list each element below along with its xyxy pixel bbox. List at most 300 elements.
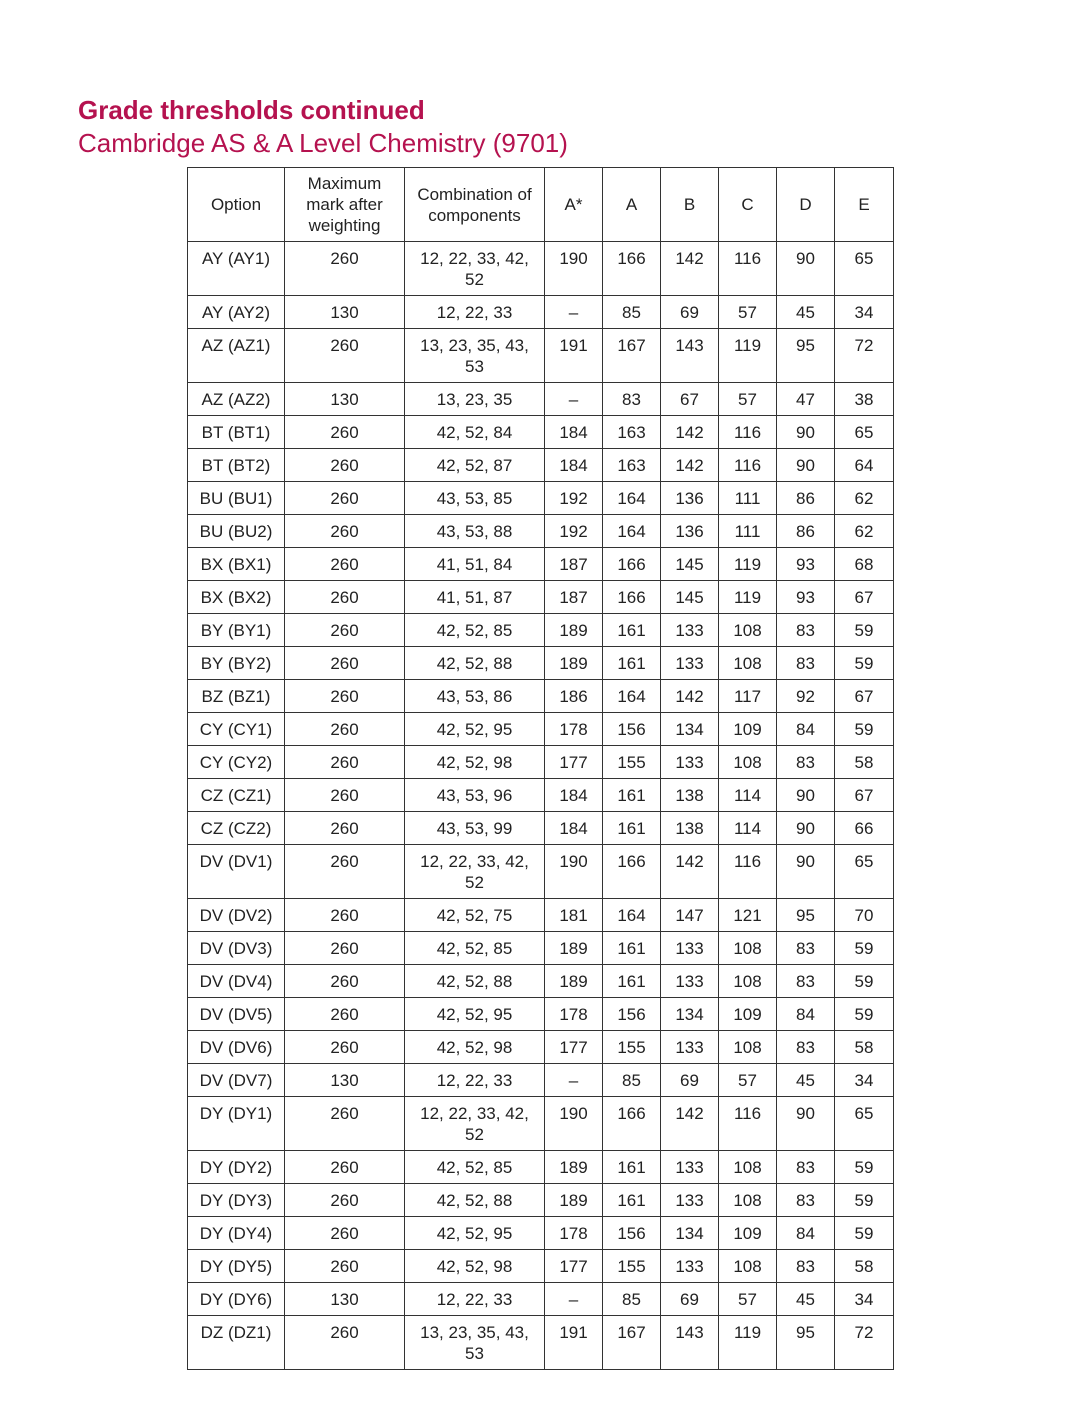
table-row <box>188 746 894 779</box>
cell-grade-e: 67 <box>835 680 894 713</box>
cell-grade-e: 59 <box>835 965 894 998</box>
cell-maximum-mark: 260 <box>285 449 405 482</box>
cell-combination: 43, 53, 96 <box>405 779 545 812</box>
column-header-grade-c: C <box>719 168 777 242</box>
cell-option: DV (DV2) <box>188 899 285 932</box>
cell-grade-a-star: 184 <box>545 812 603 845</box>
column-header-grade-a-star: A* <box>545 168 603 242</box>
cell-grade-a-star: 189 <box>545 1184 603 1217</box>
cell-combination: 13, 23, 35, 43, 53 <box>405 329 545 383</box>
cell-grade-a-star: 190 <box>545 845 603 899</box>
cell-grade-e: 72 <box>835 329 894 383</box>
cell-grade-d: 90 <box>777 812 835 845</box>
cell-maximum-mark: 260 <box>285 548 405 581</box>
cell-grade-a-star: 192 <box>545 482 603 515</box>
cell-maximum-mark: 260 <box>285 1097 405 1151</box>
cell-grade-e: 34 <box>835 1283 894 1316</box>
cell-grade-a-star: 181 <box>545 899 603 932</box>
cell-grade-d: 83 <box>777 614 835 647</box>
cell-grade-a-star: 178 <box>545 713 603 746</box>
cell-grade-d: 84 <box>777 998 835 1031</box>
cell-combination: 43, 53, 88 <box>405 515 545 548</box>
cell-option: DY (DY3) <box>188 1184 285 1217</box>
cell-grade-d: 95 <box>777 1316 835 1370</box>
cell-grade-a: 164 <box>603 680 661 713</box>
cell-combination: 13, 23, 35, 43, 53 <box>405 1316 545 1370</box>
table-row <box>188 416 894 449</box>
cell-grade-d: 86 <box>777 515 835 548</box>
cell-maximum-mark: 260 <box>285 1184 405 1217</box>
cell-grade-e: 66 <box>835 812 894 845</box>
cell-grade-d: 47 <box>777 383 835 416</box>
cell-grade-e: 67 <box>835 779 894 812</box>
cell-grade-a-star: 184 <box>545 416 603 449</box>
cell-option: AZ (AZ1) <box>188 329 285 383</box>
cell-grade-a: 167 <box>603 1316 661 1370</box>
cell-grade-b: 133 <box>661 614 719 647</box>
cell-combination: 41, 51, 84 <box>405 548 545 581</box>
cell-grade-c: 119 <box>719 581 777 614</box>
column-header-grade-a: A <box>603 168 661 242</box>
cell-grade-a: 166 <box>603 242 661 296</box>
cell-option: DY (DY4) <box>188 1217 285 1250</box>
cell-grade-a-star: 178 <box>545 998 603 1031</box>
cell-grade-e: 67 <box>835 581 894 614</box>
cell-grade-a-star: 189 <box>545 932 603 965</box>
cell-grade-e: 38 <box>835 383 894 416</box>
cell-grade-a: 164 <box>603 482 661 515</box>
cell-grade-c: 111 <box>719 482 777 515</box>
cell-grade-a-star: 190 <box>545 1097 603 1151</box>
cell-grade-b: 67 <box>661 383 719 416</box>
cell-option: CY (CY1) <box>188 713 285 746</box>
cell-grade-d: 83 <box>777 1151 835 1184</box>
column-header-grade-e: E <box>835 168 894 242</box>
cell-combination: 42, 52, 88 <box>405 965 545 998</box>
table-row <box>188 899 894 932</box>
cell-maximum-mark: 260 <box>285 713 405 746</box>
cell-grade-c: 116 <box>719 416 777 449</box>
cell-maximum-mark: 260 <box>285 1151 405 1184</box>
cell-grade-a: 85 <box>603 1283 661 1316</box>
table-row <box>188 515 894 548</box>
table-row <box>188 1151 894 1184</box>
cell-maximum-mark: 130 <box>285 383 405 416</box>
cell-option: DV (DV1) <box>188 845 285 899</box>
grade-thresholds-table <box>187 167 894 1370</box>
cell-combination: 12, 22, 33, 42, 52 <box>405 845 545 899</box>
cell-combination: 42, 52, 98 <box>405 1031 545 1064</box>
cell-combination: 42, 52, 85 <box>405 932 545 965</box>
cell-grade-b: 142 <box>661 242 719 296</box>
table-row <box>188 932 894 965</box>
cell-grade-b: 133 <box>661 647 719 680</box>
cell-maximum-mark: 260 <box>285 515 405 548</box>
table-row <box>188 581 894 614</box>
table-row <box>188 965 894 998</box>
cell-grade-a: 164 <box>603 515 661 548</box>
table-row <box>188 296 894 329</box>
cell-grade-b: 142 <box>661 845 719 899</box>
cell-grade-b: 142 <box>661 449 719 482</box>
cell-grade-b: 134 <box>661 998 719 1031</box>
cell-option: AY (AY2) <box>188 296 285 329</box>
cell-grade-c: 108 <box>719 965 777 998</box>
cell-grade-b: 136 <box>661 515 719 548</box>
cell-option: DY (DY5) <box>188 1250 285 1283</box>
cell-grade-a-star: 187 <box>545 581 603 614</box>
cell-grade-a-star: – <box>545 383 603 416</box>
cell-option: BU (BU1) <box>188 482 285 515</box>
cell-grade-a: 85 <box>603 1064 661 1097</box>
cell-option: CZ (CZ1) <box>188 779 285 812</box>
table-row <box>188 449 894 482</box>
cell-grade-d: 45 <box>777 296 835 329</box>
cell-option: DY (DY6) <box>188 1283 285 1316</box>
cell-grade-b: 69 <box>661 1064 719 1097</box>
cell-grade-c: 109 <box>719 998 777 1031</box>
cell-grade-a-star: – <box>545 1283 603 1316</box>
cell-grade-c: 57 <box>719 1064 777 1097</box>
cell-grade-b: 145 <box>661 548 719 581</box>
cell-grade-b: 133 <box>661 1151 719 1184</box>
cell-grade-a: 161 <box>603 812 661 845</box>
cell-combination: 43, 53, 99 <box>405 812 545 845</box>
cell-maximum-mark: 130 <box>285 1064 405 1097</box>
cell-grade-e: 59 <box>835 1151 894 1184</box>
cell-grade-d: 83 <box>777 1184 835 1217</box>
table-row <box>188 845 894 899</box>
cell-combination: 43, 53, 86 <box>405 680 545 713</box>
cell-grade-c: 119 <box>719 1316 777 1370</box>
cell-grade-c: 108 <box>719 614 777 647</box>
cell-grade-a-star: 187 <box>545 548 603 581</box>
cell-option: DV (DV6) <box>188 1031 285 1064</box>
table-row <box>188 482 894 515</box>
table-row <box>188 1316 894 1370</box>
cell-grade-e: 34 <box>835 1064 894 1097</box>
cell-grade-b: 136 <box>661 482 719 515</box>
cell-grade-c: 108 <box>719 1151 777 1184</box>
cell-grade-e: 59 <box>835 1217 894 1250</box>
cell-grade-d: 83 <box>777 932 835 965</box>
column-header-combination: Combination of components <box>405 168 545 242</box>
cell-grade-c: 108 <box>719 1184 777 1217</box>
cell-grade-d: 90 <box>777 1097 835 1151</box>
cell-maximum-mark: 260 <box>285 965 405 998</box>
column-header-grade-b: B <box>661 168 719 242</box>
cell-combination: 42, 52, 87 <box>405 449 545 482</box>
cell-grade-e: 58 <box>835 746 894 779</box>
cell-grade-a: 155 <box>603 1031 661 1064</box>
table-row <box>188 812 894 845</box>
cell-option: AZ (AZ2) <box>188 383 285 416</box>
cell-maximum-mark: 260 <box>285 581 405 614</box>
cell-option: BX (BX1) <box>188 548 285 581</box>
cell-grade-a-star: 177 <box>545 1031 603 1064</box>
cell-grade-a-star: 177 <box>545 1250 603 1283</box>
cell-option: DY (DY2) <box>188 1151 285 1184</box>
cell-grade-d: 83 <box>777 1031 835 1064</box>
cell-grade-e: 59 <box>835 713 894 746</box>
cell-grade-c: 57 <box>719 296 777 329</box>
table-header-row <box>188 168 894 242</box>
cell-grade-a: 163 <box>603 416 661 449</box>
column-header-grade-d: D <box>777 168 835 242</box>
cell-grade-c: 121 <box>719 899 777 932</box>
cell-grade-e: 58 <box>835 1250 894 1283</box>
cell-grade-d: 95 <box>777 329 835 383</box>
cell-maximum-mark: 260 <box>285 329 405 383</box>
cell-grade-d: 90 <box>777 449 835 482</box>
cell-combination: 42, 52, 98 <box>405 746 545 779</box>
cell-maximum-mark: 260 <box>285 416 405 449</box>
cell-grade-e: 62 <box>835 515 894 548</box>
cell-grade-a-star: 189 <box>545 647 603 680</box>
cell-grade-e: 59 <box>835 614 894 647</box>
table-row <box>188 1250 894 1283</box>
cell-grade-b: 133 <box>661 1250 719 1283</box>
cell-option: BU (BU2) <box>188 515 285 548</box>
cell-grade-a: 161 <box>603 932 661 965</box>
cell-grade-c: 108 <box>719 746 777 779</box>
cell-grade-e: 72 <box>835 1316 894 1370</box>
cell-combination: 12, 22, 33 <box>405 1064 545 1097</box>
cell-grade-a: 161 <box>603 1151 661 1184</box>
cell-grade-a: 166 <box>603 548 661 581</box>
cell-maximum-mark: 260 <box>285 1217 405 1250</box>
cell-grade-a: 164 <box>603 899 661 932</box>
cell-maximum-mark: 260 <box>285 932 405 965</box>
cell-grade-b: 138 <box>661 779 719 812</box>
cell-grade-a: 161 <box>603 1184 661 1217</box>
table-body <box>188 242 894 1370</box>
cell-maximum-mark: 260 <box>285 746 405 779</box>
cell-grade-e: 64 <box>835 449 894 482</box>
cell-grade-c: 111 <box>719 515 777 548</box>
cell-grade-b: 133 <box>661 932 719 965</box>
table-row <box>188 1217 894 1250</box>
column-header-maximum-mark: Maximum mark after weighting <box>285 168 405 242</box>
cell-maximum-mark: 130 <box>285 1283 405 1316</box>
cell-option: CZ (CZ2) <box>188 812 285 845</box>
cell-grade-a: 155 <box>603 1250 661 1283</box>
cell-combination: 43, 53, 85 <box>405 482 545 515</box>
cell-grade-a-star: – <box>545 1064 603 1097</box>
table-row <box>188 1283 894 1316</box>
cell-maximum-mark: 260 <box>285 845 405 899</box>
cell-grade-e: 34 <box>835 296 894 329</box>
cell-option: BX (BX2) <box>188 581 285 614</box>
cell-option: DV (DV4) <box>188 965 285 998</box>
table-row <box>188 1031 894 1064</box>
cell-option: BZ (BZ1) <box>188 680 285 713</box>
cell-grade-a: 156 <box>603 998 661 1031</box>
cell-grade-d: 93 <box>777 581 835 614</box>
cell-maximum-mark: 260 <box>285 242 405 296</box>
cell-grade-d: 84 <box>777 1217 835 1250</box>
table-row <box>188 383 894 416</box>
cell-grade-d: 45 <box>777 1283 835 1316</box>
table-row <box>188 1097 894 1151</box>
table-row <box>188 713 894 746</box>
cell-grade-a: 166 <box>603 1097 661 1151</box>
cell-grade-e: 68 <box>835 548 894 581</box>
cell-grade-b: 138 <box>661 812 719 845</box>
cell-grade-b: 69 <box>661 296 719 329</box>
cell-combination: 42, 52, 95 <box>405 713 545 746</box>
table-row <box>188 1184 894 1217</box>
cell-grade-e: 65 <box>835 845 894 899</box>
table-row <box>188 242 894 296</box>
cell-combination: 42, 52, 95 <box>405 998 545 1031</box>
cell-option: BT (BT1) <box>188 416 285 449</box>
cell-grade-e: 59 <box>835 932 894 965</box>
cell-grade-a: 166 <box>603 581 661 614</box>
cell-grade-c: 116 <box>719 845 777 899</box>
cell-grade-c: 57 <box>719 1283 777 1316</box>
cell-grade-d: 84 <box>777 713 835 746</box>
cell-grade-a: 167 <box>603 329 661 383</box>
cell-grade-d: 90 <box>777 416 835 449</box>
cell-maximum-mark: 260 <box>285 482 405 515</box>
cell-maximum-mark: 260 <box>285 1316 405 1370</box>
cell-grade-a: 156 <box>603 1217 661 1250</box>
cell-grade-a: 156 <box>603 713 661 746</box>
cell-grade-c: 108 <box>719 1250 777 1283</box>
cell-grade-a-star: 177 <box>545 746 603 779</box>
cell-grade-b: 142 <box>661 1097 719 1151</box>
cell-grade-b: 142 <box>661 416 719 449</box>
cell-combination: 42, 52, 88 <box>405 1184 545 1217</box>
cell-grade-d: 83 <box>777 1250 835 1283</box>
cell-grade-c: 108 <box>719 647 777 680</box>
cell-option: BT (BT2) <box>188 449 285 482</box>
table-row <box>188 329 894 383</box>
cell-combination: 42, 52, 95 <box>405 1217 545 1250</box>
cell-grade-d: 95 <box>777 899 835 932</box>
cell-maximum-mark: 260 <box>285 680 405 713</box>
cell-grade-b: 133 <box>661 1031 719 1064</box>
cell-grade-b: 147 <box>661 899 719 932</box>
cell-maximum-mark: 260 <box>285 812 405 845</box>
cell-grade-d: 90 <box>777 845 835 899</box>
table-row <box>188 1064 894 1097</box>
cell-grade-d: 83 <box>777 746 835 779</box>
cell-grade-a-star: 189 <box>545 965 603 998</box>
cell-grade-d: 45 <box>777 1064 835 1097</box>
cell-option: DV (DV7) <box>188 1064 285 1097</box>
cell-grade-d: 86 <box>777 482 835 515</box>
cell-grade-a-star: – <box>545 296 603 329</box>
cell-grade-e: 59 <box>835 998 894 1031</box>
cell-grade-a-star: 191 <box>545 1316 603 1370</box>
cell-grade-b: 143 <box>661 1316 719 1370</box>
cell-option: DY (DY1) <box>188 1097 285 1151</box>
cell-grade-c: 109 <box>719 713 777 746</box>
cell-grade-d: 83 <box>777 965 835 998</box>
cell-grade-c: 108 <box>719 932 777 965</box>
cell-grade-a: 163 <box>603 449 661 482</box>
cell-combination: 42, 52, 75 <box>405 899 545 932</box>
cell-grade-d: 83 <box>777 647 835 680</box>
cell-combination: 12, 22, 33 <box>405 296 545 329</box>
cell-combination: 13, 23, 35 <box>405 383 545 416</box>
cell-grade-c: 108 <box>719 1031 777 1064</box>
cell-grade-b: 133 <box>661 1184 719 1217</box>
cell-grade-e: 58 <box>835 1031 894 1064</box>
cell-grade-b: 69 <box>661 1283 719 1316</box>
cell-grade-c: 116 <box>719 1097 777 1151</box>
cell-grade-a: 161 <box>603 779 661 812</box>
cell-grade-c: 119 <box>719 548 777 581</box>
cell-grade-b: 142 <box>661 680 719 713</box>
cell-grade-c: 57 <box>719 383 777 416</box>
cell-grade-c: 116 <box>719 449 777 482</box>
cell-maximum-mark: 260 <box>285 779 405 812</box>
cell-grade-a: 161 <box>603 614 661 647</box>
cell-grade-a-star: 191 <box>545 329 603 383</box>
cell-combination: 12, 22, 33 <box>405 1283 545 1316</box>
cell-grade-e: 65 <box>835 242 894 296</box>
cell-option: DV (DV3) <box>188 932 285 965</box>
cell-grade-d: 90 <box>777 779 835 812</box>
cell-grade-e: 65 <box>835 1097 894 1151</box>
table-row <box>188 614 894 647</box>
cell-maximum-mark: 260 <box>285 998 405 1031</box>
cell-grade-a: 85 <box>603 296 661 329</box>
cell-maximum-mark: 130 <box>285 296 405 329</box>
cell-grade-c: 109 <box>719 1217 777 1250</box>
cell-grade-d: 93 <box>777 548 835 581</box>
cell-grade-a-star: 192 <box>545 515 603 548</box>
cell-grade-a: 161 <box>603 965 661 998</box>
cell-grade-b: 143 <box>661 329 719 383</box>
cell-grade-d: 92 <box>777 680 835 713</box>
table-row <box>188 548 894 581</box>
cell-maximum-mark: 260 <box>285 614 405 647</box>
page-title: Grade thresholds continued <box>78 95 425 125</box>
cell-grade-b: 133 <box>661 746 719 779</box>
cell-grade-d: 90 <box>777 242 835 296</box>
cell-grade-a-star: 186 <box>545 680 603 713</box>
cell-grade-a-star: 178 <box>545 1217 603 1250</box>
cell-maximum-mark: 260 <box>285 647 405 680</box>
cell-grade-a: 83 <box>603 383 661 416</box>
cell-grade-a-star: 184 <box>545 449 603 482</box>
cell-combination: 42, 52, 84 <box>405 416 545 449</box>
cell-grade-e: 70 <box>835 899 894 932</box>
cell-option: DV (DV5) <box>188 998 285 1031</box>
cell-grade-c: 114 <box>719 779 777 812</box>
table-row <box>188 647 894 680</box>
cell-grade-e: 65 <box>835 416 894 449</box>
cell-grade-c: 119 <box>719 329 777 383</box>
cell-maximum-mark: 260 <box>285 1031 405 1064</box>
cell-option: AY (AY1) <box>188 242 285 296</box>
cell-option: CY (CY2) <box>188 746 285 779</box>
cell-grade-b: 134 <box>661 1217 719 1250</box>
cell-grade-a-star: 189 <box>545 1151 603 1184</box>
cell-grade-b: 133 <box>661 965 719 998</box>
cell-combination: 12, 22, 33, 42, 52 <box>405 242 545 296</box>
cell-combination: 12, 22, 33, 42, 52 <box>405 1097 545 1151</box>
cell-option: BY (BY1) <box>188 614 285 647</box>
cell-option: DZ (DZ1) <box>188 1316 285 1370</box>
page-subtitle: Cambridge AS & A Level Chemistry (9701) <box>78 128 568 158</box>
cell-grade-a-star: 184 <box>545 779 603 812</box>
cell-combination: 42, 52, 98 <box>405 1250 545 1283</box>
